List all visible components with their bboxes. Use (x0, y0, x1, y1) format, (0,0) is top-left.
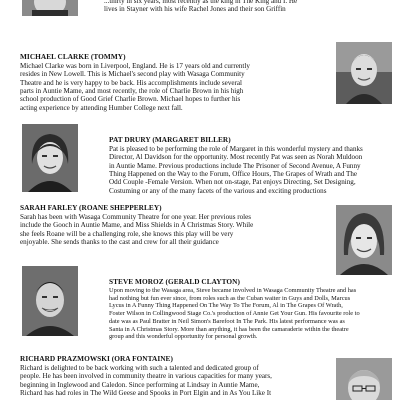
bio-line: date was as Paul Bratter in Neil Simon's Barefoot In The Park. His latest performance was as (109, 317, 345, 325)
bio-text-clarke (20, 62, 250, 112)
bio-line: include the Gooch in Auntie Mame, and Miss Shields in A Christmas Story. While (20, 221, 254, 230)
bio-line: Theatre and he is very happy to be back. His accomplishments include several (20, 78, 242, 87)
bio-line: Director, Al Davidson for the opportunity. Most recently Pat was seen as Norah Muldoon (109, 153, 363, 162)
cast-photo-farley (336, 205, 392, 275)
cast-photo-drury (22, 124, 78, 192)
bio-line: Richard is delighted to be back working with such a talented and dedicated group of (20, 364, 259, 372)
bio-text-drury (109, 145, 363, 195)
bio-line: group and this wonderful opportunity for personal growth. (109, 333, 258, 341)
cast-photo-clarke (336, 42, 392, 104)
bio-line: beginning in Inglewood and Caledon. Since performing at Lindsay in Auntie Mame, (20, 380, 260, 389)
bio-line: school production of Good Grief Charlie Brown. Michael hopes to further his (20, 95, 241, 104)
cast-name-prazmowski: RICHARD PRAZMOWSKI (ORA FONTAINE) (20, 354, 173, 363)
bio-line: Richard has had roles in The Wild Geese and Spooks in Port Elgin and in As You Like It (20, 389, 272, 398)
cast-name-moroz: STEVE MOROZ (GERALD CLAYTON) (109, 277, 240, 286)
bio-line: acting experience by attending Humber College next fall. (20, 103, 183, 112)
bio-line: in Auntie Mame. Previous productions include The Prisoner of Second Avenue, A Funny (109, 161, 361, 170)
cast-photo-top (22, 0, 78, 16)
bio-line: Upon moving to the Wasaga area, Steve became involved in Wasaga Community Theatre and has (109, 287, 357, 294)
bio-line: Pat is pleased to be performing the role of Margaret in this wonderful mystery and thanks (109, 145, 363, 153)
bio-line: parts in Auntie Mame, and most recently, the role of Charlie Brown in his high (20, 87, 244, 96)
cast-name-farley: SARAH FARLEY (ROANE SHEPPERLEY) (20, 203, 162, 212)
cast-name-clarke: MICHAEL CLARKE (TOMMY) (20, 52, 126, 61)
bio-text-moroz (109, 287, 360, 341)
bio-line: enjoyable. She sends thanks to the cast and crew for all their guidance (20, 238, 219, 247)
bio-line: Michael Clarke was born in Liverpool, England. He is 17 years old and currently (20, 62, 250, 70)
bio-line: Sarah has been with Wasaga Community Theatre for one year. Her previous roles (20, 213, 252, 221)
cast-photo-prazmowski (336, 358, 392, 400)
bio-line: had nothing but fun ever since, from roles such as the Cuban waiter in Guys and Dolls, Marcus (109, 294, 351, 302)
bio-line: Costuming or any of the many facets of the various and exciting productions (109, 186, 327, 195)
bio-line: Thing Happened on the Way to the Forum, Office Hours, The Grapes of Wrath and The (109, 170, 358, 179)
bio-text-farley (20, 213, 253, 246)
bio-line: Lycus in A Funny Thing Happened On The Way To The Forum, Al in The Grapes Of Wrath, (109, 302, 343, 310)
bio-line: Santa in A Christmas Story. More than anything, it has been the camaraderie within the theatre (109, 325, 349, 333)
bio-line: resides in New Lowell. This is Michael's second play with Wasaga Community (20, 70, 245, 79)
top-bio-text (104, 0, 297, 14)
bio-line: people. He has been involved in community theatre in various capacities for many years, (20, 372, 272, 381)
bio-line: Odd Couple -Female Version. When not on-stage, Pat enjoys Directing, Set Designing, (109, 178, 356, 187)
bio-line: she feels Roane will be a challenging role, she knows this play will be very (20, 229, 234, 238)
bio-line: lives in Stayner with his wife Rachel Jones and their son Griffin (104, 5, 286, 14)
bio-text-prazmowski (20, 364, 272, 397)
bio-line: ...thirty in six years, most recently as the king in The King and I. He (104, 0, 298, 5)
bio-line: Foster Wilson in Collingwood Stage Co.'s production of Annie Get Your Gun. His favourite role to (109, 310, 360, 318)
cast-photo-moroz (22, 266, 78, 336)
cast-name-drury: PAT DRURY (MARGARET BILLER) (109, 135, 231, 144)
